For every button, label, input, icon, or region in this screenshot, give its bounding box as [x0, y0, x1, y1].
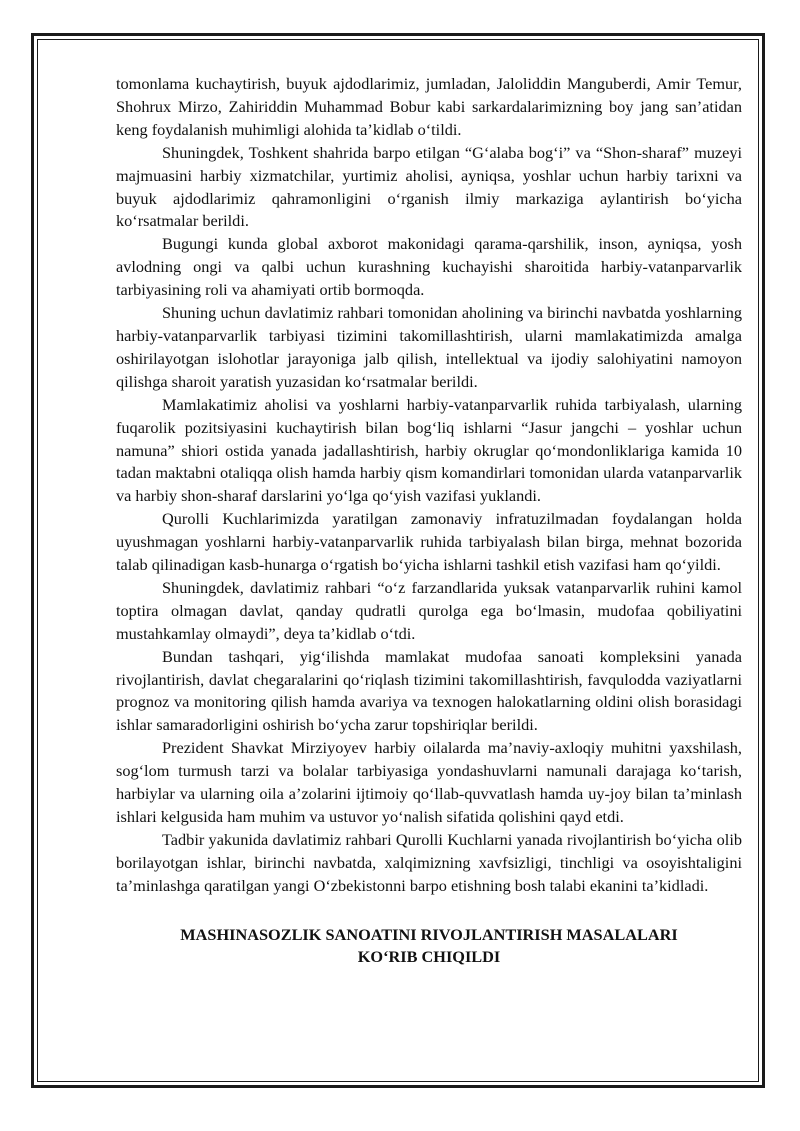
section-heading-line-2: KO‘RIB CHIQILDI [357, 946, 501, 966]
paragraph: Prezident Shavkat Mirziyoyev harbiy oilalarda ma’naviy-axloqiy muhitni yaxshilash, sog‘lom turmush tarzi va bolalar tarbiyasiga yondashuvlarni namunali darajaga ko‘tarish, harbiylar va ularning oila a’zolarini ijtimoiy qo‘llab-quvvatlash hamda uy-joy bilan ta’minlash ishlari kelgusida ham muhim va ustuvor yo‘nalish sifatida qolishini qayd etdi. [116, 738, 742, 826]
paragraph: Shuning uchun davlatimiz rahbari tomonidan aholining va birinchi navbatda yoshlarning harbiy-vatanparvarlik tarbiyasi tizimini takomillashtirish, ularni mamlakatimizda amalga oshirilayotgan islohotlar jarayoniga jalb qilish, intellektual va ijodiy salohiyatini namoyon qilishga sharoit yaratish yuzasidan ko‘rsatmalar berildi. [116, 303, 742, 391]
paragraph: Shuningdek, davlatimiz rahbari “o‘z farzandlarida yuksak vatanparvarlik ruhini kamol toptira olmagan davlat, qanday qudratli qurolga ega bo‘lmasin, mudofaa qobiliyatini mustahkamlay olmaydi”, deya ta’kidlab o‘tdi. [116, 577, 742, 643]
section-heading-line-1: MASHINASOZLIK SANOATINI RIVOJLANTIRISH MASALALARI [180, 924, 678, 944]
article-body [116, 73, 742, 968]
paragraph: tomonlama kuchaytirish, buyuk ajdodlarimiz, jumladan, Jaloliddin Manguberdi, Amir Temur, Shohrux Mirzo, Zahiriddin Muhammad Bobur kabi sarkardalarimizning boy jang san’atidan keng foydalanish muhimligi alohida ta’kidlab o‘tildi. [116, 74, 742, 139]
paragraph: Qurolli Kuchlarimizda yaratilgan zamonaviy infratuzilmadan foydalangan holda uyushmagan yoshlarni harbiy-vatanparvarlik ruhida tarbiyalash bilan birga, mehnat bozorida talab qilinadigan kasb-hunarga o‘rgatish bo‘yicha ishlarni tashkil etish vazifasi ham qo‘yildi. [116, 509, 742, 575]
section-heading [116, 924, 742, 968]
paragraph: Bugungi kunda global axborot makonidagi qarama-qarshilik, inson, ayniqsa, yosh avlodning ongi va qalbi uchun kurashning kuchayishi sharoitida harbiy-vatanparvarlik tarbiyasining roli va ahamiyati ortib bormoqda. [116, 234, 742, 300]
paragraph: Mamlakatimiz aholisi va yoshlarni harbiy-vatanparvarlik ruhida tarbiyalash, ularning fuqarolik pozitsiyasini kuchaytirish bilan bog‘liq ishlarni “Jasur jangchi – yoshlar uchun namuna” shiori ostida yanada jadallashtirish, harbiy okruglar qo‘mondonliklariga kamida 10 tadan maktabni otaliqqa olish hamda harbiy qism komandirlari tomonidan ularda vatanparvarlik va harbiy shon-sharaf darslarini yo‘lga qo‘yish vazifasi yuklandi. [116, 394, 742, 506]
paragraph: Bundan tashqari, yig‘ilishda mamlakat mudofaa sanoati kompleksini yanada rivojlantirish, davlat chegaralarini qo‘riqlash tizimini takomillashtirish, favqulodda vaziyatlarni prognoz va monitoring qilish hamda avariya va texnogen halokatlarning oldini olish borasidagi ishlar samaradorligini oshirish bo‘ycha zarur topshiriqlar berildi. [116, 646, 742, 735]
paragraph: Shuningdek, Toshkent shahrida barpo etilgan “G‘alaba bog‘i” va “Shon-sharaf” muzeyi majmuasini harbiy xizmatchilar, yurtimiz aholisi, ayniqsa, yoshlar uchun harbiy tarixni va buyuk ajdodlarimiz qahramonligini o‘rganish ilmiy markaziga aylantirish bo‘yicha ko‘rsatmalar berildi. [116, 142, 742, 231]
paragraph: Tadbir yakunida davlatimiz rahbari Qurolli Kuchlarni yanada rivojlantirish bo‘yicha olib borilayotgan ishlar, birinchi navbatda, xalqimizning xavfsizligi, tinchligi va osoyishtaligini ta’minlashga qaratilgan yangi O‘zbekistonni barpo etishning bosh talabi ekanini ta’kidladi. [116, 829, 742, 895]
